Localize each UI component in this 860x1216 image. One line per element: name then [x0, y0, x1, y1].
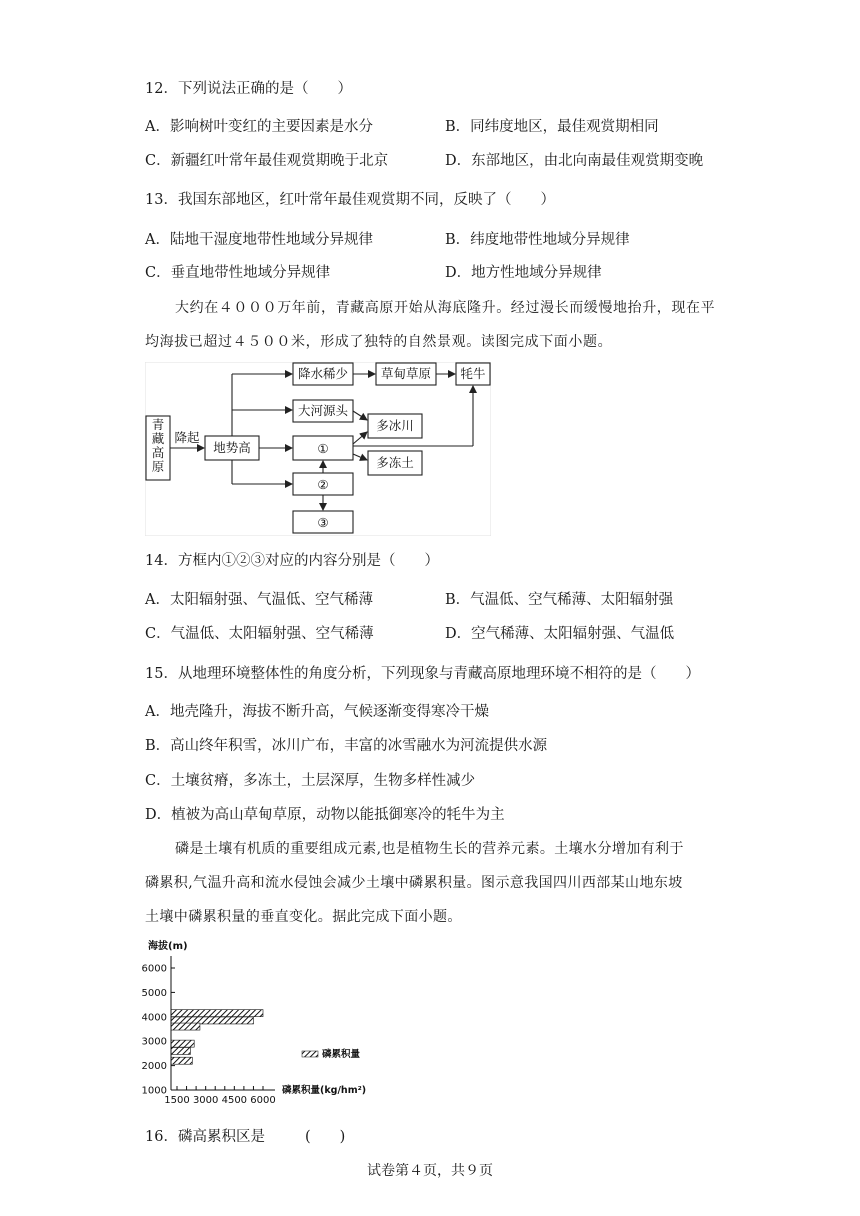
q14-option-a[interactable]: A．太阳辐射强、气温低、空气稀薄	[145, 592, 373, 608]
q12-option-a[interactable]: A．影响树叶变红的主要因素是水分	[145, 119, 373, 135]
box-1-label: ①	[317, 441, 329, 456]
q15-stem: 15．从地理环境整体性的角度分析，下列现象与青藏高原地理环境不相符的是（ ）	[145, 666, 700, 682]
y-tick-label: 1000	[141, 1085, 167, 1097]
y-tick-label: 5000	[141, 987, 167, 999]
y-tick-label: 6000	[141, 963, 167, 975]
q12-option-c[interactable]: C．新疆红叶常年最佳观赏期晚于北京	[145, 153, 389, 169]
y-tick-label: 2000	[141, 1061, 167, 1073]
passage1-line2: 均海拔已超过４５００米，形成了独特的自然景观。读图完成下面小题。	[145, 334, 613, 350]
box-3-label: ③	[317, 515, 329, 530]
passage2-line1: 磷是土壤有机质的重要组成元素,也是植物生长的营养元素。土壤水分增加有利于	[175, 841, 684, 857]
q13-option-c[interactable]: C．垂直地带性地域分异规律	[145, 265, 331, 281]
q12-option-b[interactable]: B．同纬度地区，最佳观赏期相同	[445, 119, 659, 135]
q12-stem: 12．下列说法正确的是（ ）	[145, 81, 352, 97]
q15-option-a[interactable]: A．地壳隆升，海拔不断升高，气候逐渐变得寒冷干燥	[145, 704, 489, 720]
q14-stem: 14．方框内①②③对应的内容分别是（ ）	[145, 553, 439, 569]
passage2-line3: 土壤中磷累积量的垂直变化。据此完成下面小题。	[145, 909, 462, 925]
q13-option-b[interactable]: B．纬度地带性地域分异规律	[445, 232, 630, 248]
q15-option-c[interactable]: C．土壤贫瘠，多冻土，土层深厚，生物多样性减少	[145, 773, 476, 789]
frozen-label: 多冻土	[376, 455, 414, 470]
q13-option-a[interactable]: A．陆地干湿度地带性地域分异规律	[145, 232, 373, 248]
less-rain-label: 降水稀少	[297, 366, 349, 381]
q16-answer-paren: ( )	[305, 1129, 346, 1145]
tibet-flow-diagram	[145, 362, 491, 536]
x-tick-label: 1500	[164, 1095, 190, 1106]
plateau-char-4: 原	[151, 459, 165, 474]
q14-option-b[interactable]: B．气温低、空气稀薄、太阳辐射强	[445, 592, 674, 608]
glacier-label: 多冰川	[376, 418, 414, 433]
phosphorus-bar	[171, 1023, 200, 1030]
legend-label: 磷累积量	[322, 1049, 361, 1060]
y-tick-label: 3000	[141, 1036, 167, 1048]
plateau-char-2: 藏	[151, 431, 165, 446]
passage1-line1: 大约在４０００万年前，青藏高原开始从海底隆升。经过漫长而缓慢地抬升，现在平	[175, 300, 716, 316]
q14-option-d[interactable]: D．空气稀薄、太阳辐射强、气温低	[445, 626, 675, 642]
terrain-label: 地势高	[213, 440, 251, 455]
phosphorus-bar	[171, 1047, 190, 1054]
plateau-char-3: 高	[151, 445, 165, 460]
q13-option-d[interactable]: D．地方性地域分异规律	[445, 265, 602, 281]
phosphorus-chart	[140, 938, 380, 1108]
q16-stem: 16．磷高累积区是	[145, 1129, 265, 1145]
box-2-label: ②	[317, 477, 329, 492]
q12-option-d[interactable]: D．东部地区，由北向南最佳观赏期变晚	[445, 153, 704, 169]
river-source-label: 大河源头	[297, 403, 349, 418]
x-axis-label: 磷累积量(kg/hm²)	[282, 1085, 367, 1096]
passage2-line2: 磷累积,气温升高和流水侵蚀会减少土壤中磷累积量。图示意我国四川西部某山地东坡	[145, 875, 683, 891]
x-tick-label: 3000	[192, 1095, 219, 1106]
legend-swatch	[302, 1051, 318, 1057]
yak-label: 牦牛	[460, 366, 486, 381]
plateau-char-1: 青	[151, 417, 165, 432]
page-footer: 试卷第４页，共９页	[367, 1163, 493, 1179]
q15-option-d[interactable]: D．植被为高山草甸草原，动物以能抵御寒冷的牦牛为主	[145, 807, 505, 823]
meadow-label: 草甸草原	[380, 366, 432, 381]
x-tick-label: 6000	[250, 1095, 276, 1106]
x-tick-label: 4500	[221, 1095, 248, 1106]
y-tick-label: 4000	[141, 1012, 167, 1024]
q15-option-b[interactable]: B．高山终年积雪，冰川广布，丰富的冰雪融水为河流提供水源	[145, 738, 548, 754]
q14-option-c[interactable]: C．气温低、太阳辐射强、空气稀薄	[145, 626, 374, 642]
y-axis-label: 海拔(m)	[148, 941, 188, 952]
phosphorus-bar	[171, 1010, 263, 1017]
phosphorus-bar	[171, 1057, 192, 1064]
phosphorus-bar	[171, 1040, 194, 1047]
q13-stem: 13．我国东部地区，红叶常年最佳观赏期不同，反映了（ ）	[145, 192, 555, 208]
uplift-label: 降起	[174, 430, 200, 445]
